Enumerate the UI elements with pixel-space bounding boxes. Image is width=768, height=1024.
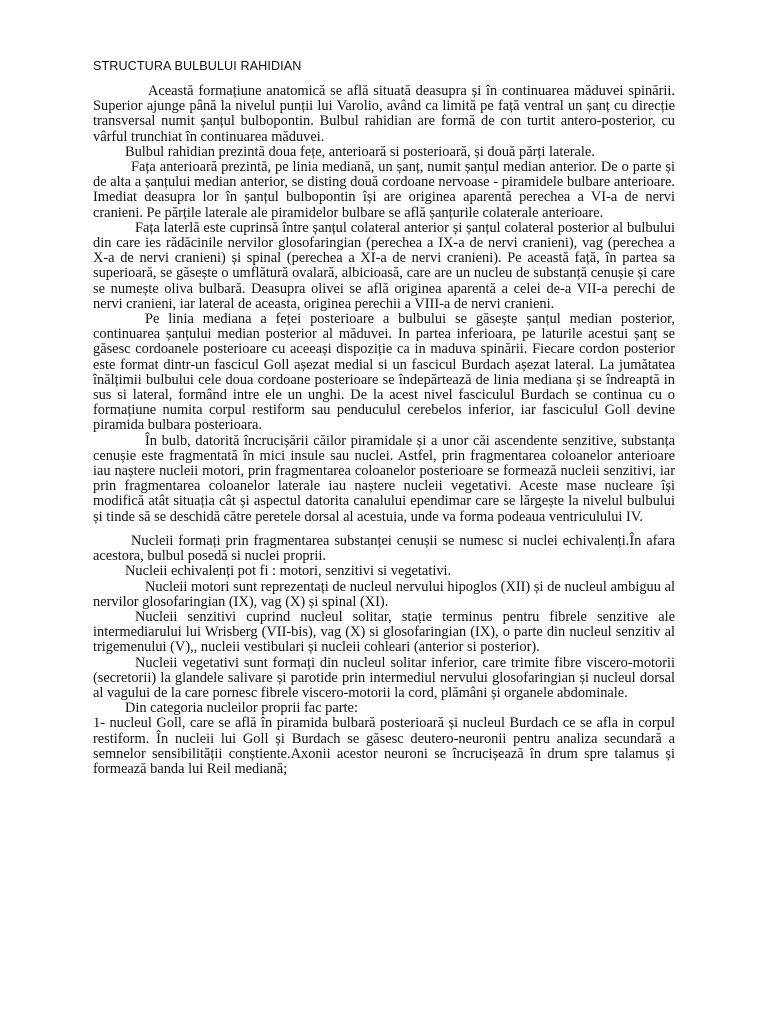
document-page	[93, 58, 675, 777]
paragraph-lateral-face: Fața laterlă este cuprinsă între șanțul colateral anterior și șanțul colateral posterior al bulbului din care ies rădăcinile nervilor glosofaringian (perechea a IX-a de nervi cranieni), vag (perechea a X-a de nervi cranieni) și spinal (perechea a XI-a de nervi cranieni). Pe această față, în partea sa superioară, se găsește o umflătură ovalară, albicioasă, care are un nucleu de substanță cenușie și care se numește oliva bulbară. Deasupra olivei se află originea aparentă a celei de-a VII-a perechi de nervi cranieni, iar lateral de aceasta, originea perechii a VIII-a de nervi cranieni.	[93, 219, 675, 312]
paragraph-faces: Bulbul rahidian prezintă doua fețe, anterioară si posterioară, și două părți laterale.	[125, 143, 595, 160]
paragraph-goll-burdach: 1- nucleul Goll, care se află în piramida bulbară posterioară și nucleul Burdach ce se afla in corpul restiform. În nucleii lui Goll și Burdach se găsesc deutero-neuronii pentru analiza secundară a semnelor sensibilității conștiente.Axonii acestor neuroni se încrucișează în drum spre talamus și formează banda lui Reil mediană;	[93, 715, 675, 777]
paragraph-proper-nuclei-intro: Din categoria nucleilor proprii fac parte:	[125, 700, 358, 717]
paragraph-motor-nuclei: Nucleii motori sunt reprezentați de nucleul nervului hipoglos (XII) și de nucleul ambiguu al nervilor glosofaringian (IX), vag (X) și spinal (XI).	[93, 578, 675, 610]
paragraph-nuclei-types: Nucleii echivalenți pot fi : motori, senzitivi si vegetativi.	[125, 563, 452, 580]
paragraph-equivalent-nuclei: Nucleii formați prin fragmentarea substanței cenușii se numesc si nuclei echivalenți.În afara acestora, bulbul posedă si nuclei proprii.	[93, 532, 675, 565]
paragraph-gray-matter: În bulb, datorită încrucișării căilor piramidale și a unor căi ascendente senzitive, substanța cenușie este fragmentată în mici insule sau nuclei. Astfel, prin fragmentarea coloanelor anterioare iau naștere nucleii motori, prin fragmentarea coloanelor posterioare se formează nucleii senzitivi, iar prin fragmentarea coloanelor laterale iau naștere nucleii vegetativi. Aceste mase nucleare își modifică atât situația cât și aspectul datorita canalului ependimar care se lărgește la nivelul bulbului și tinde să se deschidă către peretele dorsal al acestuia, unde va forma podeaua ventriculului IV.	[93, 432, 675, 525]
paragraph-posterior-face: Pe linia mediana a feței posterioare a bulbului se găsește șanțul median posterior, continuarea șanțului median posterior al măduvei. In partea inferioara, pe laturile acestui șanț se găsesc cordoanele posterioare cu aceeași dispoziție ca in maduva spinării. Fiecare cordon posterior este format dintr-un fascicul Goll așezat medial si un fascicul Burdach așezat lateral. La jumătatea înălțimii bulbului cele doua cordoane posterioare se îndepărtează de linia mediana și se îndreaptă in sus si lateral, formând intre ele un unghi. De la acest nivel fasciculul Burdach se continua cu o formațiune numita corpul restiform sau penduculul cerebelos inferior, iar fasciculul Goll devine piramida bulbara posterioara.	[93, 311, 675, 434]
document-title: STRUCTURA BULBULUI RAHIDIAN	[93, 59, 302, 73]
paragraph-anterior-face: Fața anterioară prezintă, pe linia mediană, un șanț, numit șanțul median anterior. De o parte și de alta a șanțului median anterior, se disting două cordoane nervoase - piramidele bulbare anterioare. Imediat deasupra lor în șanțul bulbopontin își are originea aparentă perechea a VI-a de nervi cranieni. Pe părțile laterale ale piramidelor bulbare se află șanțurile colaterale anterioare.	[93, 159, 675, 221]
paragraph-sensory-nuclei: Nucleii senzitivi cuprind nucleul solitar, stație terminus pentru fibrele senzitive ale intermediarului lui Wrisberg (VII-bis), vag (X) si glosofaringian (IX), o parte din nucleul senzitiv al trigemenului (V),, nucleii vestibulari și nucleii cohleari (anterior si posterior).	[93, 608, 675, 656]
paragraph-intro: Această formațiune anatomică se află situată deasupra și în continuarea măduvei spinării. Superior ajunge până la nivelul punții lui Varolio, având ca limită pe față ventral un șanț cu direcție transversal numit șanțul bulbopontin. Bulbul rahidian are formă de con turtit antero-posterior, cu vârful trunchiat în continuarea măduvei.	[93, 83, 675, 145]
paragraph-vegetative-nuclei: Nucleii vegetativi sunt formați din nucleul solitar inferior, care trimite fibre viscero-motorii (secretorii) la glandele salivare și parotide prin intermediul nervului glosofaringian și nucleul dorsal al vagului de la care pornesc fibrele viscero-motorii la cord, plămâni și organele abdominale.	[93, 654, 675, 701]
